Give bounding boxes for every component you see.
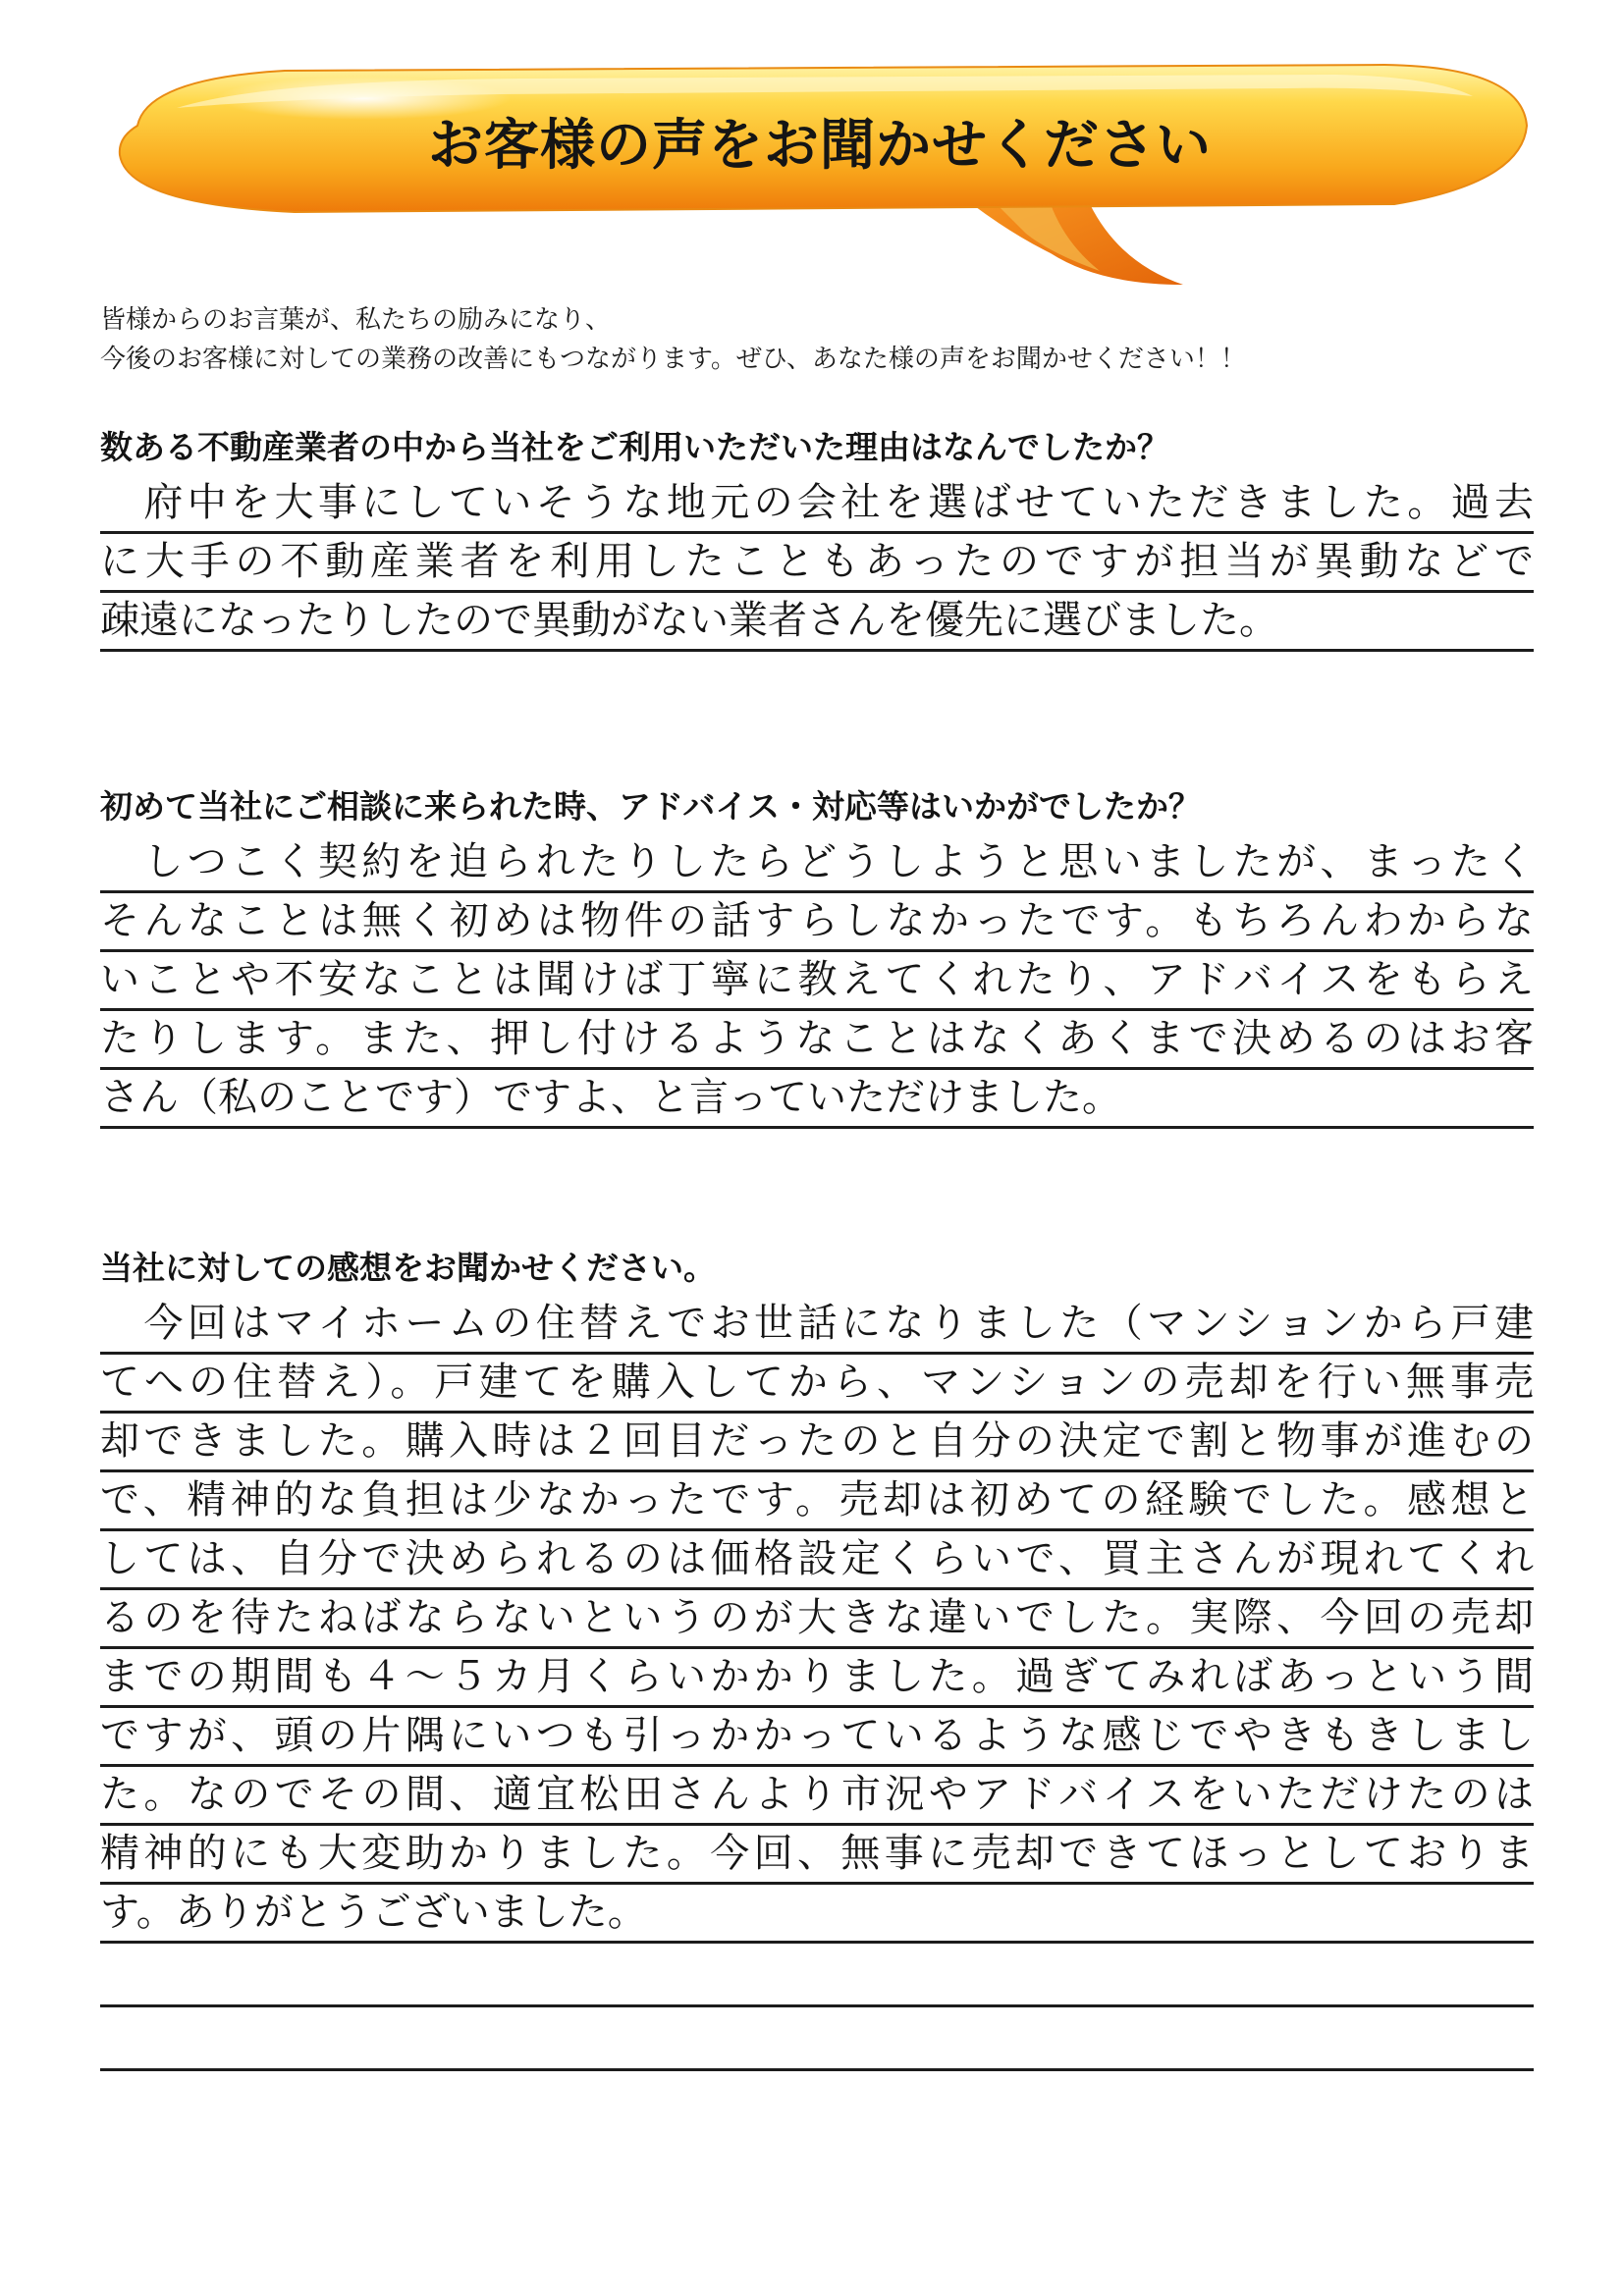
question-heading: 数ある不動産業者の中から当社をご利用いただいた理由はなんでしたか？ <box>100 428 1169 466</box>
qa-section-first-consult <box>100 785 1534 1129</box>
answer-line: いことや不安なことは聞けば丁寧に教えてくれたり、アドバイスをもらえ <box>100 952 1534 1011</box>
page-title: お客様の声をお聞かせください <box>428 114 1212 178</box>
intro-line: 皆様からのお言葉が、私たちの励みになり、 <box>100 305 612 335</box>
answer-line: 今回はマイホームの住替えでお世話になりました（マンションから戸建 <box>100 1296 1534 1355</box>
answer-line: 精神的にも大変助かりました。今回、無事に売却できてほっとしておりま <box>100 1826 1534 1885</box>
answer-line: た。なのでその間、適宜松田さんより市況やアドバイスをいただけたのは <box>100 1767 1534 1826</box>
answer-block <box>100 475 1534 652</box>
answer-line: てへの住替え）。戸建てを購入してから、マンションの売却を行い無事売 <box>100 1355 1534 1414</box>
answer-line: ですが、頭の片隅にいつも引っかかっているような感じでやきもきしまし <box>100 1708 1534 1767</box>
answer-line: さん（私のことです）ですよ、と言っていただけました。 <box>100 1070 1534 1129</box>
answer-line: 疎遠になったりしたので異動がない業者さんを優先に選びました。 <box>100 593 1534 652</box>
question-heading: 当社に対しての感想をお聞かせください。 <box>100 1249 716 1287</box>
answer-line: しては、自分で決められるのは価格設定くらいで、買主さんが現れてくれ <box>100 1531 1534 1590</box>
question-heading: 初めて当社にご相談に来られた時、アドバイス・対応等はいかがでしたか？ <box>100 787 1202 826</box>
answer-line: 府中を大事にしていそうな地元の会社を選ばせていただきました。過去 <box>100 475 1534 534</box>
answer-line: 却できました。購入時は２回目だったのと自分の決定で割と物事が進むの <box>100 1414 1534 1472</box>
answer-line: るのを待たねばならないというのが大きな違いでした。実際、今回の売却 <box>100 1590 1534 1649</box>
blank-answer-line <box>100 1944 1534 2007</box>
answer-line: す。ありがとうございました。 <box>100 1885 1534 1944</box>
answer-block <box>100 1296 1534 2071</box>
blank-answer-line <box>100 2007 1534 2071</box>
qa-section-reason <box>100 426 1534 652</box>
answer-line: で、精神的な負担は少なかったです。売却は初めての経験でした。感想と <box>100 1472 1534 1531</box>
answer-block <box>100 834 1534 1129</box>
intro-text <box>100 300 1534 379</box>
answer-line: までの期間も４～５カ月くらいかかりました。過ぎてみればあっという間 <box>100 1649 1534 1708</box>
answer-line: しつこく契約を迫られたりしたらどうしようと思いましたが、まったく <box>100 834 1534 893</box>
intro-line: 今後のお客様に対しての業務の改善にもつながります。ぜひ、あなた様の声をお聞かせください！！ <box>100 345 1246 374</box>
header-banner <box>108 57 1532 293</box>
answer-line: たりします。また、押し付けるようなことはなくあくまで決めるのはお客 <box>100 1011 1534 1070</box>
answer-line: そんなことは無く初めは物件の話すらしなかったです。もちろんわからな <box>100 893 1534 952</box>
answer-line: に大手の不動産業者を利用したこともあったのですが担当が異動などで <box>100 534 1534 593</box>
qa-section-impressions <box>100 1247 1534 2071</box>
